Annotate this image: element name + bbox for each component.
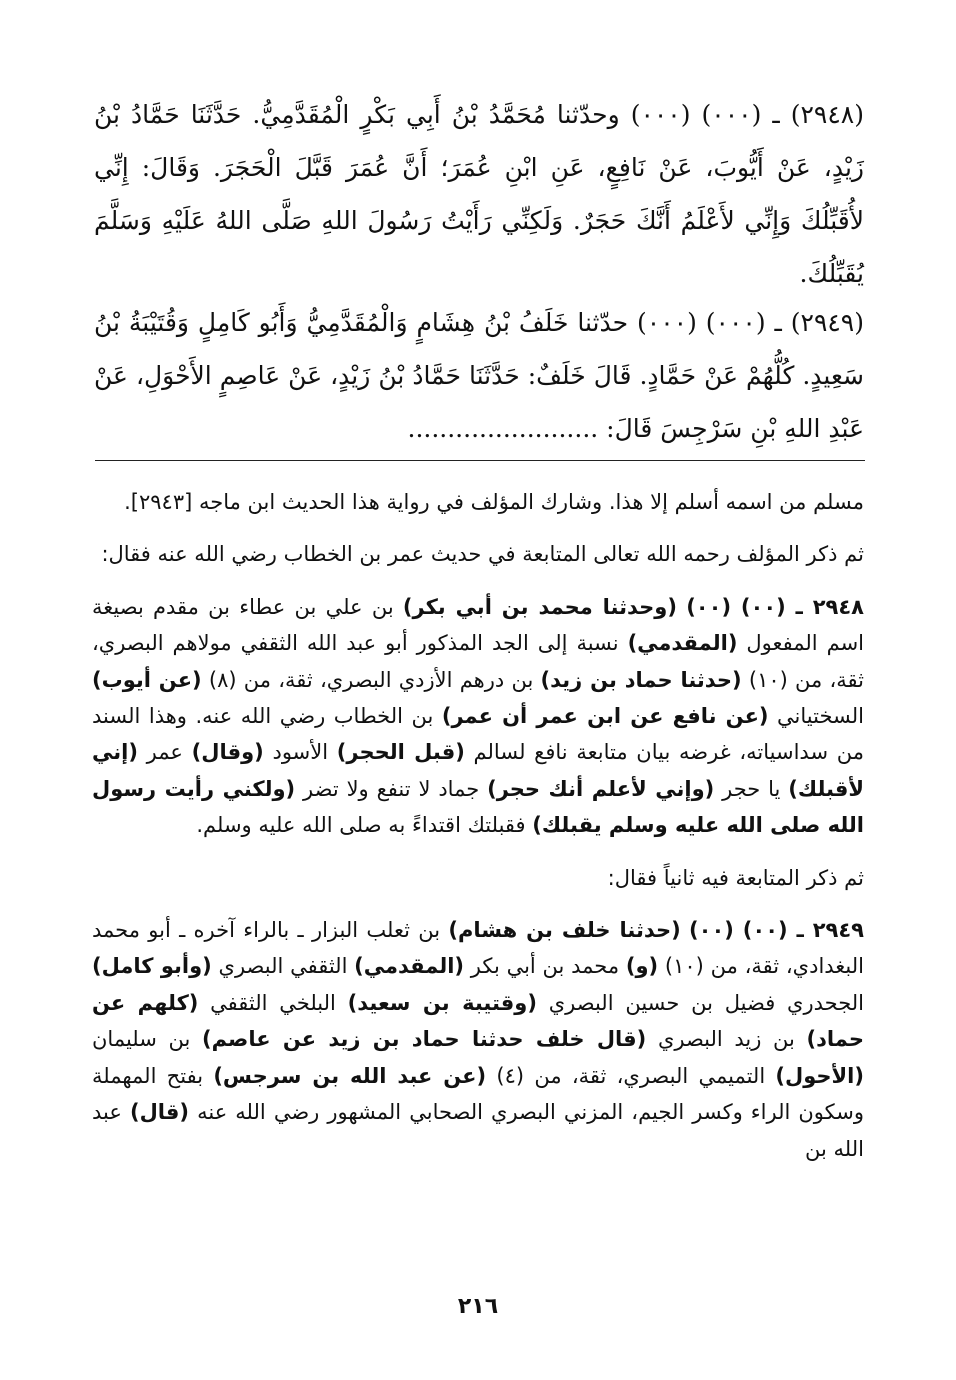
quoted-text: (قبل الحجر): [336, 740, 465, 765]
explanation-text: محمد بن أبي بكر: [464, 954, 626, 979]
explanation-text: بفتح المهملة وسكون الراء وكسر الجيم، المزني البصري الصحابي المشهور رضي الله عنه: [92, 1063, 864, 1125]
quoted-text: (حدثنا خلف بن هشام): [448, 918, 681, 943]
quoted-text: (عن عبد الله بن سرجس): [213, 1063, 487, 1088]
commentary-paragraph: ثم ذكر المؤلف رحمه الله تعالى المتابعة في حديث عمر بن الخطاب رضي الله عنه فقال:: [101, 542, 864, 567]
quoted-text: (قال): [129, 1100, 190, 1125]
footnote-divider: [95, 460, 865, 461]
commentary: [92, 484, 864, 1167]
explanation-text: بن الخطاب رضي الله عنه. وهذا السند من سداسياته، غرضه بيان متابعة نافع لسالم: [92, 704, 865, 765]
explanation-text: عمر: [137, 740, 192, 765]
hadith-2948: [94, 88, 864, 300]
hadith-text: حدّثنا خَلَفُ بْنُ هِشَامٍ وَالْمُقَدَّمِيُّ وَأَبُو كَامِلٍ وَقُتَيْبَةُ بْنُ سَعِيدٍ. كُلُّهُمْ عَنْ حَمَّادٍ. قَالَ خَلَفٌ: حَدَّثَنَا حَمَّادُ بْنُ زَيْدٍ، عَنْ عَاصِمٍ الأَحْوَلِ، عَنْ عَبْدِ اللهِ بْنِ سَرْجِسَ قَالَ: ........................: [94, 308, 864, 443]
quoted-text: (وقال): [191, 740, 264, 765]
quoted-text: (و): [625, 954, 659, 979]
hadith-number: ٢٩٤٩ ـ (٠٠) (٠٠): [689, 918, 864, 943]
quoted-text: (عن نافع عن ابن عمر أن عمر): [441, 704, 769, 729]
explanation-text: الأسود: [263, 740, 337, 765]
quoted-text: (الأحول): [775, 1063, 864, 1088]
quoted-text: (عن أيوب): [92, 667, 202, 692]
explanation-text: بن سليمان: [92, 1027, 202, 1052]
hadith-number: ٢٩٤٨ ـ (٠٠) (٠٠): [686, 594, 864, 619]
hadith-2949: [94, 296, 864, 455]
explanation-text: نسبة إلى الجد المذكور أبو عبد الله الثقفي مولاهم البصري، ثقة، من (١٠): [92, 631, 865, 692]
explanation-text: يا حجر: [714, 776, 789, 801]
hadith-number: (٢٩٤٩): [790, 308, 864, 337]
quoted-text: (المقدمي): [627, 631, 738, 656]
hadith-refs: (٠٠٠) (٠٠٠): [637, 308, 766, 337]
quoted-text: (ولكني رأيت رسول الله صلى الله عليه وسلم يقبلك): [92, 776, 864, 838]
hadith-dash: ـ: [772, 100, 780, 129]
explanation-text: التميمي البصري، ثقة، من (٤): [486, 1063, 776, 1088]
explanation-text: فقبلتك اقتداءً به صلى الله عليه وسلم.: [196, 813, 533, 838]
quoted-text: (كلهم عن حماد): [92, 990, 864, 1052]
explanation-text: السختياني: [768, 704, 864, 729]
quoted-text: (وقتيبة بن سعيد): [347, 990, 537, 1015]
page-number: ٢١٦: [457, 1294, 499, 1319]
quoted-text: (قال خلف حدثنا حماد بن زيد عن عاصم): [201, 1027, 647, 1052]
explanation-text: بن درهم الأزدي البصري، ثقة، من (٨): [201, 667, 541, 692]
explanation-text: بن ثعلب البزار ـ بالراء آخره ـ أبو محمد البغدادي، ثقة، من (١٠): [92, 918, 865, 979]
commentary-paragraph: [92, 589, 864, 844]
quoted-text: (المقدمي): [354, 954, 465, 979]
quoted-text: (وأبو كامل): [92, 954, 212, 979]
explanation-text: بن علي بن عطاء بن مقدم بصيغة اسم المفعول: [92, 594, 864, 656]
explanation-text: البلخي الثقفي: [198, 990, 348, 1015]
commentary-paragraph: [92, 912, 864, 1167]
quoted-text: (وإني لأعلم أنك حجر): [487, 776, 715, 801]
hadith-refs: (٠٠٠) (٠٠٠): [630, 100, 762, 129]
explanation-text: جماد لا تنفع ولا تضر: [295, 776, 488, 801]
hadith-text: وحدّثنا مُحَمَّدُ بْنُ أَبِي بَكْرٍ الْمُقَدَّمِيُّ. حَدَّثَنَا حَمَّادُ بْنُ زَيْدٍ، عَنْ أَيُّوبَ، عَنْ نَافِعٍ، عَنِ ابْنِ عُمَرَ؛ أَنَّ عُمَرَ قَبَّلَ الْحَجَرَ. وَقَالَ: إِنِّي لأُقَبِّلُكَ وَإِنِّي لأَعْلَمُ أَنَّكَ حَجَرٌ. وَلَكِنِّي رَأَيْتُ رَسُولَ اللهِ صَلَّى اللهُ عَلَيْهِ وَسَلَّمَ يُقَبِّلُكَ.: [94, 100, 864, 288]
hadith-dash: ـ: [774, 308, 782, 337]
commentary-paragraph: مسلم من اسمه أسلم إلا هذا. وشارك المؤلف في رواية هذا الحديث ابن ماجه [٢٩٤٣].: [124, 490, 864, 514]
explanation-text: الجحدري فضيل بن حسين البصري: [536, 990, 864, 1015]
explanation-text: بن زيد البصري: [646, 1027, 807, 1052]
explanation-text: عبد الله بن: [92, 1100, 864, 1161]
hadith-number: (٢٩٤٨): [790, 100, 864, 129]
commentary-paragraph: ثم ذكر المتابعة فيه ثانياً فقال:: [607, 865, 864, 890]
quoted-text: (حدثنا حماد بن زيد): [540, 667, 742, 692]
quoted-text: (وحدثنا محمد بن أبي بكر): [402, 594, 677, 619]
quoted-text: (إني لأقبلك): [92, 740, 864, 801]
explanation-text: الثقفي البصري: [211, 954, 355, 979]
